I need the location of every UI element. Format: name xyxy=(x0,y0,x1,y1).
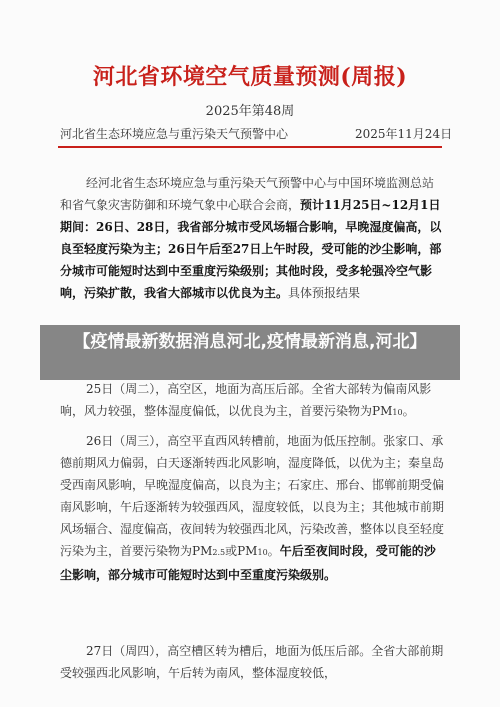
day25-text-b: 区，地面为高压后部。全省大部转为偏南风影响，风力较强，整体湿度偏低，以优良为主，首要污染物为PM xyxy=(60,382,432,418)
day26-or: 或PM xyxy=(225,544,258,558)
day25-text-a: 25日（周二），高空 xyxy=(86,382,192,396)
issuer-name: 河北省生态环境应急与重污染天气预警中心 xyxy=(60,127,289,141)
issue-date: 2025年11月24日 xyxy=(355,127,453,141)
paragraph-day-25: 25日（周二），高空区，地面为高压后部。全省大部转为偏南风影响，风力较强，整体湿度偏低，以优良为主，首要污染物为PM10。 xyxy=(60,382,432,418)
paragraph-day-26: 26日（周三），高空平直西风转槽前，地面为低压控制。张家口、承德前期风力偏弱，白天逐渐转西北风影响，湿度降低，以优为主；秦皇岛受西南风影响，早晚湿度偏高，以良为主；石家庄、邢台、邯郸前期受偏南风影响，午后逐渐转为较强西风，湿度较低，以良为主；其他城市前期风场辐合、湿度偏高，夜间转为较强西北风，污染改善，整体以良至轻度污染为主，首要污染物为PM2.5或PM10。午后至夜间时段，受可能的沙尘影响，部分城市可能短时达到中至重度污染级别。 xyxy=(60,434,445,582)
document-title: 河北省环境空气质量预测(周报) xyxy=(92,64,408,90)
day26-pm25-sub: 2.5 xyxy=(212,548,226,557)
summary-tail: 具体预报结果 xyxy=(288,286,361,300)
paragraph-summary xyxy=(60,172,444,304)
day26-warning: 午后至夜间时段，受可能的沙尘影响，部分城市可能短时达到中至重度污染级别。 xyxy=(60,544,436,582)
summary-forecast: 预计11月25日~12月1日期间：26日、28日，我省部分城市受风场辐合影响，早晚湿度偏高，以良至轻度污染为主；26日午后至27日上午时段，受可能的沙尘影响，部分城市可能短时达到中至重度污染级别；其他时段，受多轮强冷空气影响，污染扩散，我省大部城市以优良为主。 xyxy=(60,198,442,300)
paragraph-day-27 xyxy=(60,640,444,684)
day25-pm-sub: 10 xyxy=(392,408,403,417)
day26-pm10-sub: 10 xyxy=(257,548,268,557)
summary-intro: 经河北省生态环境应急与重污染天气预警中心与中国环境监测总站和省气象灾害防御和环境气象中心联合会商， xyxy=(60,176,435,212)
day26-text-a: 26日（周三），高空平直西风转槽前，地面为低压控制。张家口、承德前期风力偏弱，白天逐渐转西北风影响，湿度降低，以优为主；秦皇岛受西南风影响，早晚湿度偏高，以良为主；石家庄、邢台、邯郸前期受偏南风影响，午后逐渐转为较强西风，湿度较低，以良为主；其他城市前期风场辐合、湿度偏高，夜间转为较强西北风，污染改善，整体以良至轻度污染为主，首要污染物为PM xyxy=(60,434,445,558)
header-divider xyxy=(58,146,442,148)
overlay-banner-text: 【疫情最新数据消息河北,疫情最新消息,河北】 xyxy=(73,332,427,352)
day27-text: 27日（周四），高空槽区转为槽后，地面为低压后部。全省大部前期受较强西北风影响，午后转为南风，整体湿度较低， xyxy=(60,644,444,680)
issue-number: 2025年第48周 xyxy=(205,104,295,119)
